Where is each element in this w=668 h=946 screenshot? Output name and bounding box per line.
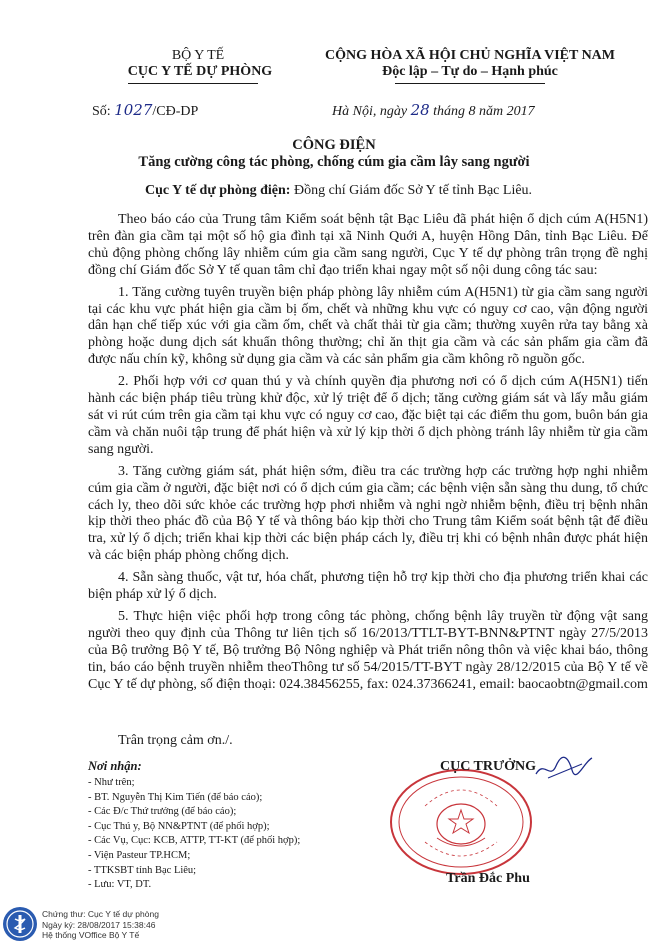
recipients-title: Nơi nhận:	[88, 759, 142, 773]
sender: Cục Y tế dự phòng điện:	[145, 183, 291, 198]
recipient-item: - Viện Pasteur TP.HCM;	[88, 849, 191, 861]
number-suffix: /CĐ-DP	[152, 104, 199, 119]
official-seal	[385, 766, 537, 878]
document-subject: Tăng cường công tác phòng, chống cúm gia cầm lây sang người	[138, 154, 530, 170]
header-rule-right	[395, 83, 545, 84]
recipient-item: - Các Vụ, Cục: KCB, ATTP, TT-KT (để phối hợp);	[88, 835, 301, 847]
footer-line: Chứng thư: Cục Y tế dự phòng	[42, 909, 159, 919]
recipient-item: - Lưu: VT, DT.	[88, 879, 152, 891]
body-paragraph: 2. Phối hợp với cơ quan thú y và chính quyền địa phương nơi có ổ dịch cúm A(H5N1) tiến hành các biện pháp tiêu trùng khử độc, xử lý triệt để ổ dịch; tăng cường giám sát và lấy mẫu giám sát vi rút cúm trên gia cầm tại khu vực có nguy cơ cao, đặc biệt tại các điểm thu gom, buôn bán gia cầm và chăn nuôi tập trung để phát hiện và xử lý kịp thời ổ dịch phòng tránh lây nhiễm từ gia cầm sang người.	[88, 374, 648, 457]
body-paragraph: 5. Thực hiện việc phối hợp trong công tác phòng, chống bệnh lây truyền từ động vật sang người theo quy định của Thông tư liên tịch số 16/2013/TTLT-BYT-BNN&PTNT ngày 27/5/2013 của Bộ trưởng Bộ Y tế, Bộ trưởng Bộ Nông nghiệp và Phát triển nông thôn và việc khai báo, thông tin, báo cáo bệnh truyền nhiễm theoThông tư số 54/2015/TT-BYT ngày 28/12/2015 của Bộ Y tế về Cục Y tế dự phòng, số điện thoại: 024.38456255, fax: 024.37366241, email: baocaobtn@gmail.com	[88, 608, 648, 692]
body-paragraph: 3. Tăng cường giám sát, phát hiện sớm, điều tra các trường hợp các trường hợp nghi nhiễm cúm gia cầm ở người, đặc biệt nơi có ổ dịch cúm gia cầm; các bệnh viện sẵn sàng thu dung, tổ chức cách ly, theo dõi sức khỏe các trường hợp phơi nhiễm và nghi ngờ nhiễm bệnh, điều trị bệnh nhân kịp thời theo phác đồ của Bộ Y tế và thông báo kịp thời cho Trung tâm Kiểm soát bệnh tật để điều tra, xử lý ổ dịch; triển khai kịp thời các biện pháp cách ly, điều trị khi có bệnh nhân được phát hiện và các biện pháp phòng chống dịch.	[88, 463, 648, 564]
date-suffix: tháng 8 năm 2017	[433, 104, 535, 119]
document-date	[332, 101, 535, 120]
body-paragraph: 1. Tăng cường tuyên truyền biện pháp phòng lây nhiễm cúm A(H5N1) từ gia cầm sang người tại các khu vực phát hiện gia cầm bị ốm, chết và những khu vực có nguy cơ cao, vận động người dân hạn chế tiếp xúc với gia cầm ốm, chết và chất thải từ gia cầm; thường xuyên rửa tay bằng xà phòng hoặc dung dịch sát khuẩn thông thường; chỉ ăn thịt gia cầm và các sản phẩm gia cầm đã được nấu chín kỹ, không sử dụng gia cầm và các sản phẩm gia cầm không rõ nguồn gốc.	[88, 284, 648, 368]
body-paragraph: Theo báo cáo của Trung tâm Kiểm soát bệnh tật Bạc Liêu đã phát hiện ổ dịch cúm A(H5N1) trên đàn gia cầm tại một số hộ gia đình tại xã Ninh Quới A, huyện Hồng Dân, tỉnh Bạc Liêu. Để chủ động phòng chống lây nhiễm cúm gia cầm sang người, Cục Y tế dự phòng trân trọng đề nghị đồng chí Giám đốc Sở Y tế quan tâm chỉ đạo triển khai ngay một số nội dung công tác sau:	[88, 212, 648, 278]
ministry-name: BỘ Y TẾ	[171, 48, 225, 63]
date-prefix: Hà Nội, ngày	[332, 104, 408, 119]
nation-title: CỘNG HÒA XÃ HỘI CHỦ NGHĨA VIỆT NAM	[324, 48, 615, 63]
recipients-list	[88, 776, 358, 893]
footer-line: Ngày ký: 28/08/2017 15:38:46	[42, 919, 156, 930]
recipient-item: - Như trên;	[88, 777, 135, 788]
digital-signature-info	[42, 909, 159, 941]
document-body	[88, 212, 648, 698]
document-type: CÔNG ĐIỆN	[292, 137, 376, 153]
recipient-item: - Các Đ/c Thứ trưởng (để báo cáo);	[88, 806, 237, 818]
number-label: Số:	[92, 104, 111, 119]
header-rule-left	[128, 83, 258, 84]
closing-line: Trân trọng cảm ơn./.	[118, 733, 233, 748]
recipient-item: - BT. Nguyễn Thị Kim Tiến (để báo cáo);	[88, 791, 263, 803]
footer-line: Hệ thống VOffice Bộ Y Tế	[42, 930, 140, 940]
recipient-item: - Cục Thú y, Bộ NN&PTNT (để phối hợp);	[88, 820, 270, 832]
motto: Độc lập – Tự do – Hạnh phúc	[382, 64, 558, 79]
department-name: CỤC Y TẾ DỰ PHÒNG	[127, 64, 273, 79]
signer-name: Trần Đắc Phu	[446, 871, 530, 886]
ministry-emblem-icon	[2, 906, 38, 942]
signer-title: CỤC TRƯỞNG	[439, 759, 537, 774]
body-paragraph: 4. Sẵn sàng thuốc, vật tư, hóa chất, phương tiện hỗ trợ kịp thời cho địa phương triển khai các biện pháp xử lý ổ dịch.	[88, 570, 648, 603]
document-number	[92, 101, 198, 120]
recipient: Đồng chí Giám đốc Sở Y tế tỉnh Bạc Liêu.	[293, 183, 533, 198]
recipient-item: - TTKSBT tỉnh Bạc Liêu;	[88, 864, 197, 876]
number-handwritten: 1027	[114, 101, 153, 119]
date-day-handwritten: 28	[410, 101, 430, 119]
recipient-line	[145, 183, 532, 199]
